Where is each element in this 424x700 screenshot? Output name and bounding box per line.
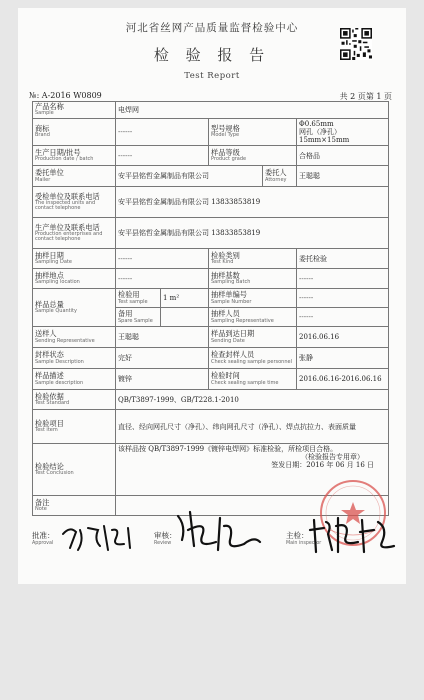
conclusion-issue-date: 签发日期：2016 年 06 月 16 日 xyxy=(271,461,375,470)
producer-en: Production enterprises and contact telephone xyxy=(35,230,103,243)
report-title: 检 验 报 告 xyxy=(153,46,271,64)
report-number: №: A-2016 W0809 xyxy=(29,91,102,100)
sampling-date-value: ------ xyxy=(116,249,209,269)
sampling-location-label: 抽样地点 xyxy=(35,270,64,280)
sampler-label: 抽样人员 xyxy=(211,309,240,319)
spare-sample-value xyxy=(161,308,209,327)
standard-en: Test Standard xyxy=(35,400,70,407)
sample-desc-value: 镀锌 xyxy=(116,369,209,390)
seal-status-label: 封样状态 xyxy=(35,350,64,360)
sender-value: 王聪聪 xyxy=(116,327,209,348)
row-sample-quantity-test xyxy=(33,289,389,308)
row-sender xyxy=(33,327,389,348)
approval-label: 批准： xyxy=(32,531,55,540)
sample-desc-label: 样品描述 xyxy=(35,371,64,381)
row-client xyxy=(33,166,389,187)
test-kind-label: 检验类别 xyxy=(211,250,240,260)
main-inspector-en: Main inspector xyxy=(286,541,322,546)
qr-code-icon xyxy=(340,28,372,60)
organization-name: 河北省丝网产品质量监督检验中心 xyxy=(125,22,299,34)
row-producer xyxy=(33,218,389,249)
conclusion-en: Test Conclusion xyxy=(35,470,74,477)
inspected-label: 受检单位及联系电话 xyxy=(35,191,100,201)
conclusion-text: 该样品按 QB/T3897-1999《镀锌电焊网》标准检验，所检项目合格。 xyxy=(118,445,338,454)
sampling-base-label: 抽样基数 xyxy=(211,270,240,280)
spare-sample-en: Spare Sample xyxy=(118,317,153,324)
row-standard xyxy=(33,390,389,410)
test-kind-en: Test Kind xyxy=(211,259,234,266)
row-test-items xyxy=(33,410,389,444)
arrival-date-en: Sending Date xyxy=(211,337,245,344)
row-brand xyxy=(33,119,389,146)
sender-label: 送样人 xyxy=(35,329,57,339)
remarks-label: 备注 xyxy=(35,497,50,507)
sampling-base-en: Sampling Batch xyxy=(211,279,251,286)
test-time-value: 2016.06.16-2016.06.16 xyxy=(297,369,389,390)
product-name-label: 产品名称 xyxy=(35,102,64,112)
client-value: 安平县铭哲金属制品有限公司 xyxy=(116,166,263,187)
remarks-en: Note xyxy=(35,506,47,513)
conclusion-label: 检验结论 xyxy=(35,461,64,471)
attorney-value: 王聪聪 xyxy=(297,166,389,187)
client-en: Mailer xyxy=(35,176,51,183)
prod-date-en: Production date / batch xyxy=(35,156,94,163)
standard-label: 检验依据 xyxy=(35,391,64,401)
model-value-mesh: 网孔（净孔）15mm×15mm xyxy=(299,128,350,145)
seal-person-label: 检查封样人员 xyxy=(211,350,255,360)
prod-date-label: 生产日期/批号 xyxy=(35,147,81,157)
approval-signature xyxy=(58,520,138,554)
seal-status-en: Sample Description xyxy=(35,358,84,365)
items-en: Test item xyxy=(35,427,58,434)
inspected-value: 安平县铭哲金属制品有限公司 13833853819 xyxy=(116,187,389,218)
arrival-date-value: 2016.06.16 xyxy=(297,327,389,348)
producer-label: 生产单位及联系电话 xyxy=(35,222,100,232)
row-inspected-unit xyxy=(33,187,389,218)
test-sample-label: 检验用 xyxy=(118,290,140,300)
sample-quantity-en: Sample Quantity xyxy=(35,308,77,315)
grade-value: 合格品 xyxy=(297,146,389,166)
test-kind-value: 委托检验 xyxy=(297,249,389,269)
producer-value: 安平县铭哲金属制品有限公司 13833853819 xyxy=(116,218,389,249)
main-inspector-label: 主检： xyxy=(286,531,309,540)
sample-desc-en: Sample description xyxy=(35,379,84,386)
review-signature xyxy=(168,506,268,556)
product-name-en: Sample xyxy=(35,110,54,117)
brand-label: 商标 xyxy=(35,124,50,134)
sampling-location-value: ------ xyxy=(116,269,209,289)
brand-en: Brand xyxy=(35,132,50,139)
main-inspector-signature xyxy=(308,512,398,556)
client-label: 委托单位 xyxy=(35,168,64,178)
sampling-location-en: Sampling location xyxy=(35,279,80,286)
page-info: 共 2 页第 1 页 xyxy=(339,92,392,101)
items-value: 直径、经向网孔尺寸（净孔）、纬向网孔尺寸（净孔）、焊点抗拉力、表面质量 xyxy=(116,410,389,444)
product-name-value: 电焊网 xyxy=(116,102,389,119)
items-label: 检验项目 xyxy=(35,418,64,428)
brand-value: ------ xyxy=(116,119,209,146)
standard-value: QB/T3897-1999、GB/T228.1-2010 xyxy=(116,390,389,410)
approval-label-block xyxy=(32,530,55,546)
report-subtitle: Test Report xyxy=(184,71,240,81)
conclusion-stamp-note: （检验报告专用章） xyxy=(301,453,365,462)
sampler-value: ------ xyxy=(297,308,389,327)
row-product-name xyxy=(33,102,389,119)
seal-status-value: 完好 xyxy=(116,348,209,369)
row-sampling-location xyxy=(33,269,389,289)
row-sample-description xyxy=(33,369,389,390)
model-value-diameter: Φ0.65mm xyxy=(299,120,334,128)
attorney-label: 委托人 xyxy=(265,168,287,178)
approval-en: Approval xyxy=(32,541,54,546)
report-sheet xyxy=(18,8,406,584)
test-time-label: 检验时间 xyxy=(211,371,240,381)
review-label: 审核： xyxy=(154,531,177,540)
model-label: 型号规格 xyxy=(211,124,240,134)
row-sampling-date xyxy=(33,249,389,269)
test-sample-value: 1 m² xyxy=(161,289,209,308)
sample-no-en: Sample Number xyxy=(211,298,252,305)
sample-quantity-label: 样品总量 xyxy=(35,299,64,309)
sample-no-label: 抽样单编号 xyxy=(211,290,247,300)
arrival-date-label: 样品到达日期 xyxy=(211,329,255,339)
report-table xyxy=(32,101,389,516)
test-sample-en: Test sample xyxy=(118,298,148,305)
inspected-en: The inspected units and contact telephone xyxy=(35,199,96,212)
row-production-date xyxy=(33,146,389,166)
spare-sample-label: 备用 xyxy=(118,309,133,319)
sampler-en: Sampling Representative xyxy=(211,317,274,324)
sample-no-value: ------ xyxy=(297,289,389,308)
row-seal-status xyxy=(33,348,389,369)
test-time-en: Check sealing sample time xyxy=(211,379,279,386)
model-en: Model Type xyxy=(211,132,240,139)
seal-person-en: Check sealing sample personnel xyxy=(211,358,292,365)
review-en: Review xyxy=(154,541,172,546)
signature-area xyxy=(18,526,406,576)
grade-en: Product grade xyxy=(211,156,247,163)
sampling-base-value: ------ xyxy=(297,269,389,289)
sampling-date-label: 抽样日期 xyxy=(35,250,64,260)
sampling-date-en: Sampling Date xyxy=(35,259,72,266)
seal-person-value: 张静 xyxy=(297,348,389,369)
prod-date-value: ------ xyxy=(116,146,209,166)
sender-en: Sending Representative xyxy=(35,337,95,344)
grade-label: 样品等级 xyxy=(211,147,240,157)
attorney-en: Attorney xyxy=(265,176,287,183)
